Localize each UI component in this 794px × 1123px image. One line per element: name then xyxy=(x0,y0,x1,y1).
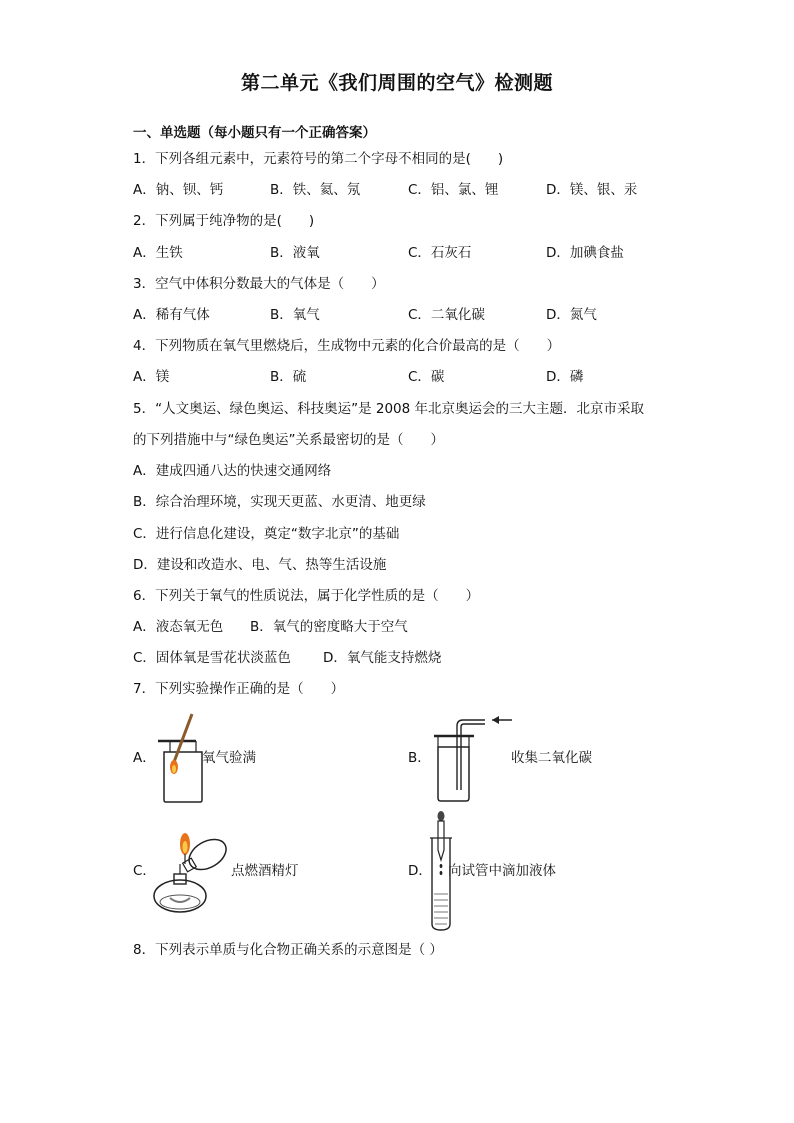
q2-option-d[interactable]: D．加碘食盐 xyxy=(546,245,624,261)
q2-option-b[interactable]: B．液氧 xyxy=(270,245,320,261)
question-7-stem: 7．下列实验操作正确的是（ ） xyxy=(133,681,345,697)
q6-option-c[interactable]: C．固体氧是雪花状淡蓝色 xyxy=(133,650,291,666)
q6-option-b[interactable]: B．氧气的密度略大于空气 xyxy=(250,619,408,635)
q2-option-a[interactable]: A．生铁 xyxy=(133,245,183,261)
q1-option-d[interactable]: D．镁、银、汞 xyxy=(546,182,638,198)
q4-option-a[interactable]: A．镁 xyxy=(133,369,170,385)
q7-option-c-caption: 点燃酒精灯 xyxy=(231,863,299,879)
page-title: 第二单元《我们周围的空气》检测题 xyxy=(240,72,553,94)
q5-option-c[interactable]: C．进行信息化建设，奠定“数字北京”的基础 xyxy=(133,526,400,542)
q2-option-c[interactable]: C．石灰石 xyxy=(408,245,472,261)
q7-option-b-caption: 收集二氧化碳 xyxy=(511,750,592,766)
question-5-stem-line1: 5．“人文奥运、绿色奥运、科技奥运”是 2008 年北京奥运会的三大主题．北京市采取 xyxy=(133,401,645,417)
question-2-stem: 2．下列属于纯净物的是( ) xyxy=(133,213,315,229)
q6-option-a[interactable]: A．液态氧无色 xyxy=(133,619,224,635)
q7-option-a-letter[interactable]: A． xyxy=(133,750,156,766)
q5-option-b[interactable]: B．综合治理环境，实现天更蓝、水更清、地更绿 xyxy=(133,494,426,510)
section-heading: 一、单选题（每小题只有一个正确答案） xyxy=(133,125,376,141)
q3-option-b[interactable]: B．氧气 xyxy=(270,307,320,323)
question-8-stem: 8．下列表示单质与化合物正确关系的示意图是（ ） xyxy=(133,942,443,958)
question-4-stem: 4．下列物质在氧气里燃烧后，生成物中元素的化合价最高的是（ ） xyxy=(133,338,561,354)
q7-option-c-letter[interactable]: C． xyxy=(133,863,156,879)
question-5-stem-line2: 的下列措施中与“绿色奥运”关系最密切的是（ ） xyxy=(133,432,444,448)
question-1-stem: 1．下列各组元素中，元素符号的第二个字母不相同的是( ) xyxy=(133,151,504,167)
q6-option-d[interactable]: D．氧气能支持燃烧 xyxy=(323,650,442,666)
q3-option-d[interactable]: D．氮气 xyxy=(546,307,597,323)
q3-option-c[interactable]: C．二氧化碳 xyxy=(408,307,485,323)
q1-option-c[interactable]: C．铝、氯、锂 xyxy=(408,182,499,198)
oxygen-test-figure xyxy=(150,712,210,807)
gas-collection-figure xyxy=(430,712,520,807)
q7-option-a-caption: 氧气验满 xyxy=(202,750,256,766)
q7-option-d-letter[interactable]: D． xyxy=(408,863,432,879)
q4-option-d[interactable]: D．磷 xyxy=(546,369,584,385)
q5-option-a[interactable]: A．建成四通八达的快速交通网络 xyxy=(133,463,332,479)
question-6-stem: 6．下列关于氧气的性质说法，属于化学性质的是（ ） xyxy=(133,588,480,604)
q1-option-b[interactable]: B．铁、氦、氖 xyxy=(270,182,361,198)
question-3-stem: 3．空气中体积分数最大的气体是（ ） xyxy=(133,276,385,292)
q3-option-a[interactable]: A．稀有气体 xyxy=(133,307,210,323)
q7-option-d-caption: 向试管中滴加液体 xyxy=(448,863,556,879)
q5-option-d[interactable]: D．建设和改造水、电、气、热等生活设施 xyxy=(133,557,387,573)
q1-option-a[interactable]: A．钠、钡、钙 xyxy=(133,182,224,198)
q4-option-c[interactable]: C．碳 xyxy=(408,369,445,385)
alcohol-lamp-figure xyxy=(150,826,232,918)
q7-option-b-letter[interactable]: B． xyxy=(408,750,431,766)
q4-option-b[interactable]: B．硫 xyxy=(270,369,307,385)
